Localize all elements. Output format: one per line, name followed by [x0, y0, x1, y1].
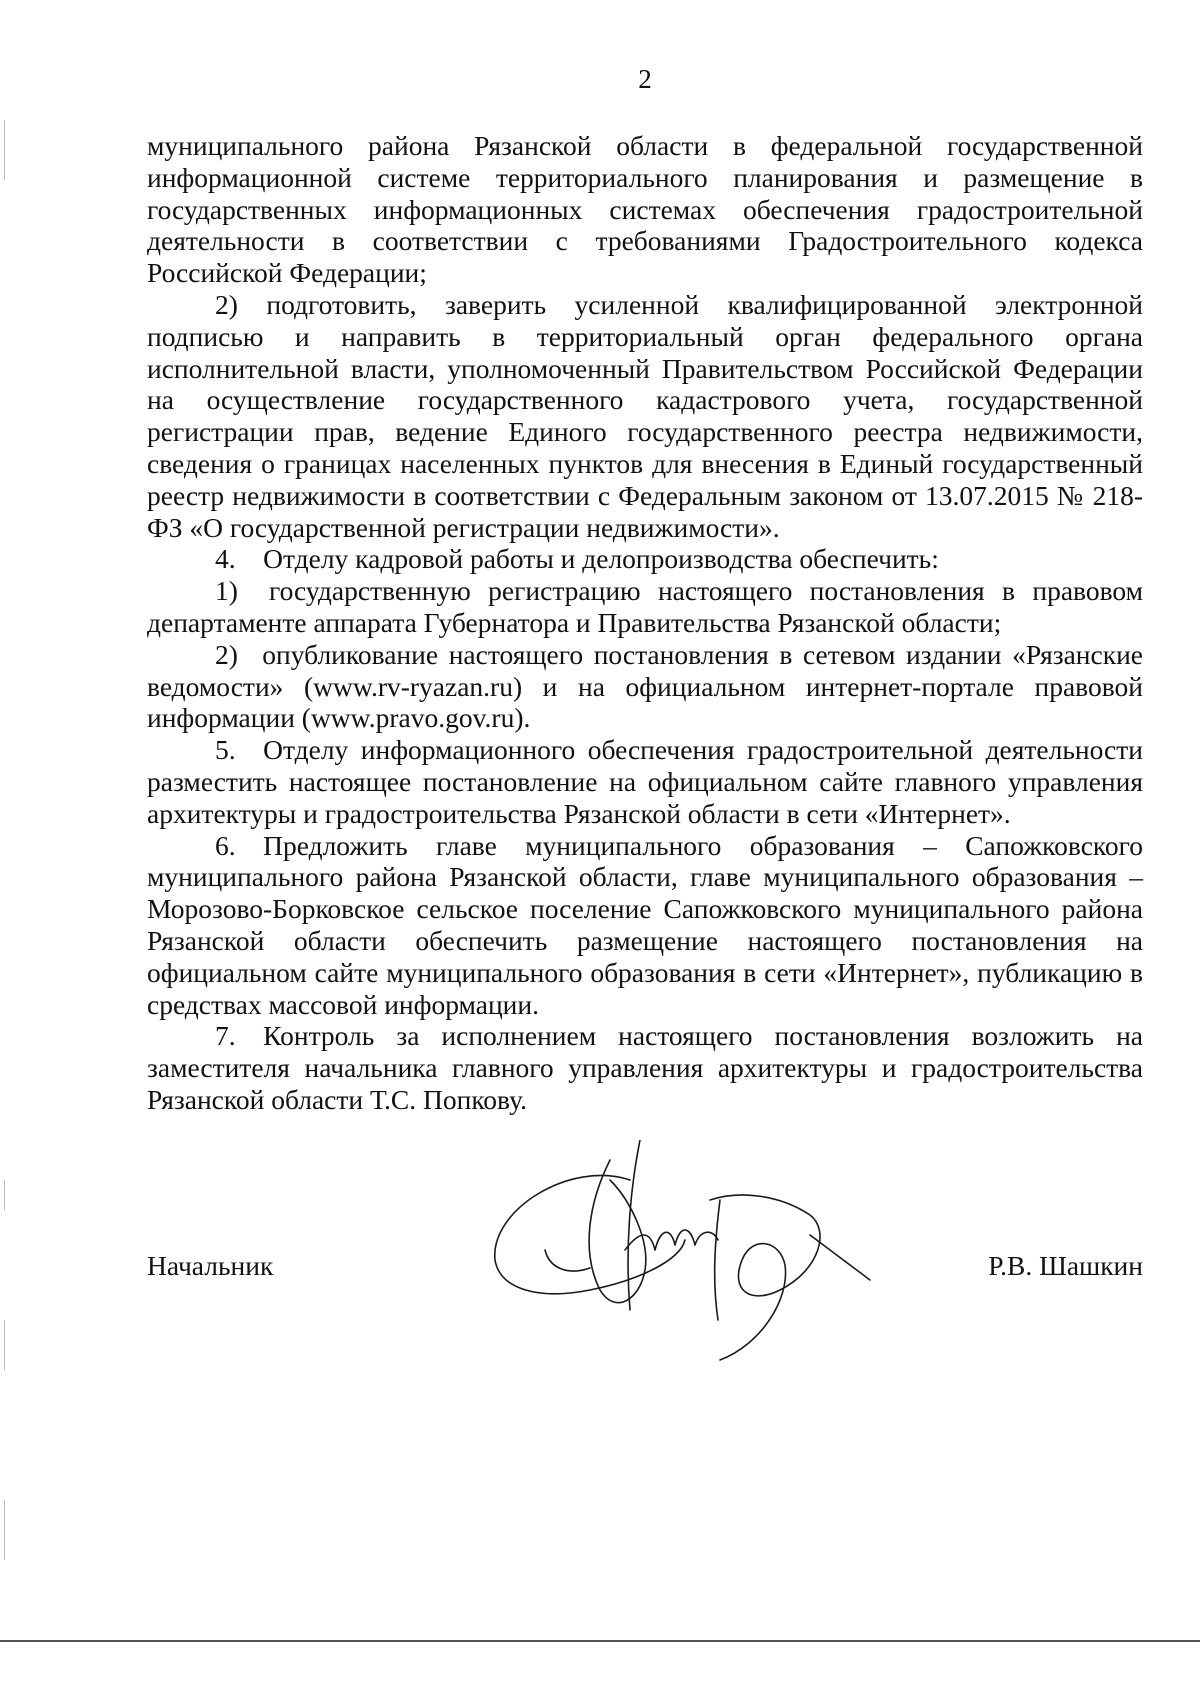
- scan-bottom-edge: [0, 1640, 1200, 1642]
- scan-margin-mark: [4, 1500, 5, 1560]
- document-body: [147, 130, 1143, 1116]
- paragraph-point-6: 6. Предложить главе муниципального образования – Сапожковского муниципального района Рязанской области, главе муниципального образования – Морозово-Борковское сельское поселение Сапожковского муниципального района Рязанской области обеспечить размещение настоящего постановления на официальном сайте муниципального образования в сети «Интернет», публикацию в средствах массовой информации.: [147, 829, 1143, 1020]
- scan-margin-mark: [4, 1320, 5, 1370]
- paragraph-continuation: муниципального района Рязанской области в федеральной государственной информационной системе территориального планирования и размещение в государственных информационных системах обеспечения градостроительной деятельности в соответствии с требованиями Градостроительного кодекса Российской Федерации;: [147, 130, 1143, 289]
- signature-block: [147, 1250, 1143, 1290]
- paragraph-point-4-item-1: 1) государственную регистрацию настоящего постановления в правовом департаменте аппарата Губернатора и Правительства Рязанской области;: [147, 575, 1143, 638]
- paragraph-point-7: 7. Контроль за исполнением настоящего постановления возложить на заместителя начальника главного управления архитектуры и градостроительства Рязанской области Т.С. Попкову.: [147, 1020, 1143, 1115]
- paragraph-point-5: 5. Отделу информационного обеспечения градостроительной деятельности разместить настоящее постановление на официальном сайте главного управления архитектуры и градостроительства Рязанской области в сети «Интернет».: [147, 734, 1143, 829]
- signatory-name: Р.В. Шашкин: [988, 1250, 1143, 1281]
- paragraph-item-2: 2) подготовить, заверить усиленной квалифицированной электронной подписью и направить в территориальный орган федерального органа исполнительной власти, уполномоченный Правительством Российской Федерации на осуществление государственного кадастрового учета, государственной регистрации прав, ведение Единого государственного реестра недвижимости, сведения о границах населенных пунктов для внесения в Единый государственный реестр недвижимости в соответствии с Федеральным законом от 13.07.2015 № 218-ФЗ «О государственной регистрации недвижимости».: [147, 288, 1143, 543]
- scan-margin-mark: [4, 1180, 5, 1210]
- signatory-title: Начальник: [147, 1250, 274, 1281]
- paragraph-point-4: 4. Отделу кадровой работы и делопроизводства обеспечить:: [215, 543, 939, 575]
- scan-margin-mark: [4, 120, 5, 180]
- page-number: 2: [638, 64, 652, 94]
- paragraph-point-4-item-2: 2) опубликование настоящего постановления в сетевом издании «Рязанские ведомости» (www.rv-ryazan.ru) и на официальном интернет-портале правовой информации (www.pravo.gov.ru).: [147, 638, 1143, 734]
